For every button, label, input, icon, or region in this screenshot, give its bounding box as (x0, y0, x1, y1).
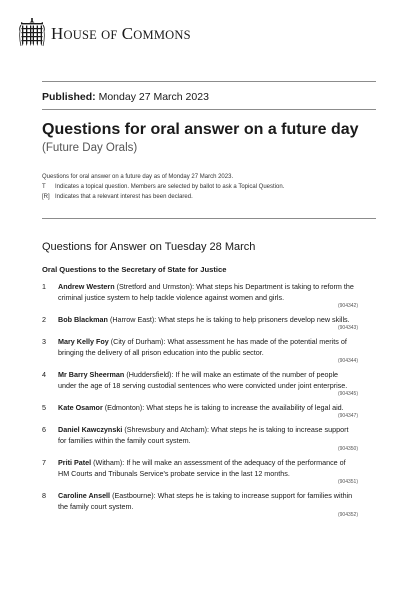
question-reference: (904352) (337, 512, 358, 518)
house-of-commons-logo (19, 18, 191, 50)
member-constituency: (City of Durham): (110, 337, 166, 346)
member-name: Andrew Western (58, 282, 115, 291)
notes-intro: Questions for oral answer on a future day as of Monday 27 March 2023. (42, 174, 234, 180)
member-constituency: (Shrewsbury and Atcham): (124, 425, 210, 434)
question-item (42, 490, 358, 519)
member-name: Priti Patel (58, 458, 92, 467)
question-number: 6 (42, 425, 46, 434)
member-name: Daniel Kawczynski (58, 425, 123, 434)
question-reference: (904344) (337, 358, 358, 364)
note-item (42, 182, 372, 192)
question-item (42, 369, 358, 398)
member-name: Mary Kelly Foy (58, 337, 109, 346)
question-item (42, 457, 358, 486)
member-constituency: (Eastbourne): (112, 491, 156, 500)
question-item (42, 424, 358, 453)
question-text: If he will make an estimate of the number of people under the age of 18 serving custodial sentences who were convicted under joint enterprise. (58, 370, 348, 390)
question-number: 7 (42, 458, 46, 467)
question-number: 1 (42, 282, 46, 291)
portcullis-icon (19, 18, 45, 50)
page-title: Questions for oral answer on a future day (42, 121, 359, 138)
member-name: Mr Barry Sheerman (58, 370, 125, 379)
member-constituency: (Stretford and Urmston): (116, 282, 195, 291)
questions-list (42, 281, 358, 519)
question-item (42, 314, 358, 332)
question-text: What steps he is taking to increase support for families within the family court system. (58, 425, 349, 445)
question-reference: (904347) (337, 413, 358, 419)
department-heading: Oral Questions to the Secretary of State for Justice (42, 265, 227, 274)
question-number: 2 (42, 315, 46, 324)
question-text: What steps he is taking to increase the availability of legal aid. (146, 403, 344, 412)
published-date: Monday 27 March 2023 (98, 91, 209, 103)
question-reference: (904350) (337, 446, 358, 452)
published-label: Published: (42, 91, 96, 103)
member-name: Caroline Ansell (58, 491, 111, 500)
question-text: What steps he is taking to help prisoners develop new skills. (158, 315, 350, 324)
question-item (42, 402, 358, 420)
question-reference: (904343) (337, 325, 358, 331)
note-item (42, 192, 372, 202)
question-text: What steps his Department is taking to reform the criminal justice system to help tackle violence against women and girls. (58, 282, 354, 302)
section-heading: Questions for Answer on Tuesday 28 March (42, 241, 256, 253)
logo-wordmark: HOUSE OF COMMONS (51, 24, 191, 43)
member-constituency: (Harrow East): (109, 315, 157, 324)
member-name: Bob Blackman (58, 315, 108, 324)
page-subtitle: (Future Day Orals) (42, 142, 138, 154)
question-reference: (904351) (337, 479, 358, 485)
note-text: Indicates that a relevant interest has been declared. (55, 194, 193, 200)
question-text: If he will make an assessment of the adequacy of the performance of HM Courts and Tribunals Service's probate service in the last 12 months. (58, 458, 346, 478)
note-text: Indicates a topical question. Members are selected by ballot to ask a Topical Question. (55, 184, 285, 190)
notes-block (42, 172, 372, 202)
question-number: 5 (42, 403, 46, 412)
question-reference: (904345) (337, 391, 358, 397)
question-text: What assessment he has made of the potential merits of bringing the delivery of all prison education into the public sector. (58, 337, 347, 357)
member-name: Kate Osamor (58, 403, 103, 412)
divider (42, 218, 376, 219)
member-constituency: (Huddersfield): (126, 370, 174, 379)
question-item (42, 281, 358, 310)
note-key: T (42, 184, 46, 190)
divider (42, 81, 376, 82)
question-number: 8 (42, 491, 46, 500)
question-item (42, 336, 358, 365)
question-number: 4 (42, 370, 46, 379)
published-line (42, 91, 209, 103)
divider (42, 109, 376, 110)
note-key: [R] (42, 194, 50, 200)
question-number: 3 (42, 337, 46, 346)
member-constituency: (Edmonton): (104, 403, 145, 412)
question-text: What steps he is taking to increase support for families within the family court system. (58, 491, 353, 511)
member-constituency: (Witham): (93, 458, 125, 467)
question-reference: (904342) (337, 303, 358, 309)
